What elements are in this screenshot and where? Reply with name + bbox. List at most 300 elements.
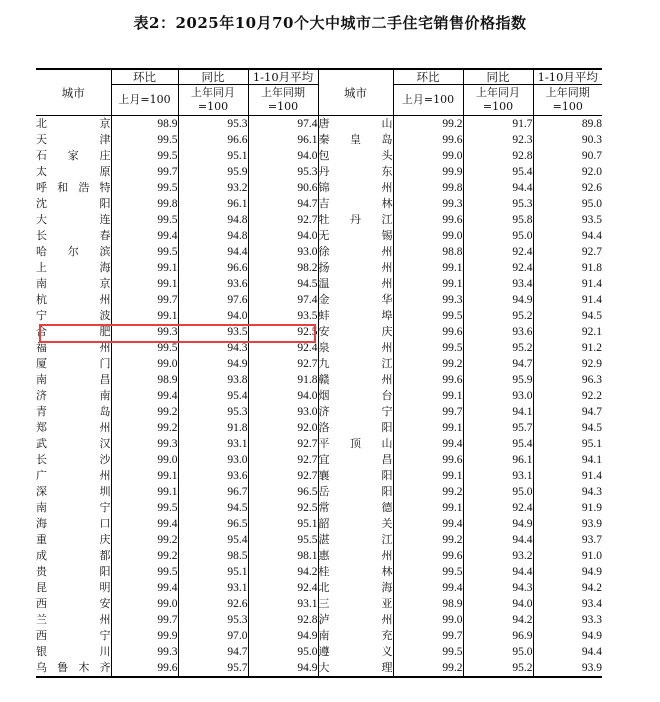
avg-value-cell: 91.4 bbox=[533, 292, 602, 308]
yoy-value-cell: 94.5 bbox=[178, 500, 248, 516]
city-cell: 合肥 bbox=[36, 325, 111, 338]
yoy-value-cell: 92.3 bbox=[463, 132, 533, 148]
city-cell: 包头 bbox=[318, 149, 393, 162]
subheader-mom-left: 上月=100 bbox=[111, 85, 178, 116]
avg-value-cell: 92.7 bbox=[248, 436, 318, 452]
city-cell: 北海 bbox=[318, 581, 393, 594]
subheader-mom-right: 上月=100 bbox=[393, 85, 463, 116]
city-cell: 哈尔滨 bbox=[36, 245, 111, 258]
city-cell: 蚌埠 bbox=[318, 309, 393, 322]
header-yoy-left: 同比 bbox=[178, 69, 248, 85]
yoy-value-cell: 96.6 bbox=[178, 260, 248, 276]
avg-value-cell: 94.0 bbox=[248, 388, 318, 404]
header-yoy-right: 同比 bbox=[463, 69, 533, 85]
yoy-value-cell: 95.4 bbox=[463, 164, 533, 180]
avg-value-cell: 92.7 bbox=[248, 452, 318, 468]
city-cell: 长沙 bbox=[36, 453, 111, 466]
table-row bbox=[36, 148, 602, 164]
yoy-value-cell: 94.8 bbox=[178, 212, 248, 228]
yoy-value-cell: 94.1 bbox=[463, 404, 533, 420]
city-cell: 大理 bbox=[318, 660, 393, 677]
mom-value-cell: 99.5 bbox=[393, 644, 463, 660]
yoy-value-cell: 93.4 bbox=[463, 276, 533, 292]
yoy-value-cell: 96.7 bbox=[178, 484, 248, 500]
city-cell: 重庆 bbox=[36, 533, 111, 546]
yoy-value-cell: 94.7 bbox=[463, 356, 533, 372]
city-cell: 牡丹江 bbox=[318, 213, 393, 226]
mom-value-cell: 99.6 bbox=[393, 324, 463, 340]
yoy-value-cell: 95.2 bbox=[463, 308, 533, 324]
city-cell: 南昌 bbox=[36, 373, 111, 386]
city-cell: 福州 bbox=[36, 341, 111, 354]
mom-value-cell: 99.3 bbox=[111, 436, 178, 452]
avg-value-cell: 91.9 bbox=[533, 500, 602, 516]
city-cell: 兰州 bbox=[36, 613, 111, 626]
city-cell: 武汉 bbox=[36, 437, 111, 450]
mom-value-cell: 99.5 bbox=[111, 244, 178, 260]
city-cell: 西安 bbox=[36, 597, 111, 610]
city-cell: 扬州 bbox=[318, 261, 393, 274]
table-row bbox=[36, 548, 602, 564]
header-mom-right: 环比 bbox=[393, 69, 463, 85]
mom-value-cell: 99.1 bbox=[393, 388, 463, 404]
city-cell: 天津 bbox=[36, 133, 111, 146]
table-row bbox=[36, 404, 602, 420]
city-cell: 南京 bbox=[36, 277, 111, 290]
table-row bbox=[36, 484, 602, 500]
city-cell: 太原 bbox=[36, 165, 111, 178]
yoy-value-cell: 95.4 bbox=[463, 436, 533, 452]
header-avg-left: 1-10月平均 bbox=[248, 69, 318, 85]
city-cell: 吉林 bbox=[318, 197, 393, 210]
avg-value-cell: 93.0 bbox=[248, 404, 318, 420]
avg-value-cell: 92.5 bbox=[248, 500, 318, 516]
yoy-value-cell: 93.6 bbox=[178, 468, 248, 484]
yoy-value-cell: 92.4 bbox=[463, 500, 533, 516]
table-row bbox=[36, 644, 602, 660]
price-index-table bbox=[36, 68, 602, 678]
mom-value-cell: 99.5 bbox=[393, 340, 463, 356]
yoy-value-cell: 91.8 bbox=[178, 420, 248, 436]
avg-value-cell: 95.1 bbox=[248, 516, 318, 532]
city-cell: 济南 bbox=[36, 389, 111, 402]
avg-value-cell: 92.8 bbox=[248, 612, 318, 628]
table-row bbox=[36, 324, 602, 340]
mom-value-cell: 99.4 bbox=[111, 228, 178, 244]
city-cell: 徐州 bbox=[318, 245, 393, 258]
city-cell: 安庆 bbox=[318, 325, 393, 338]
avg-value-cell: 91.8 bbox=[248, 372, 318, 388]
mom-value-cell: 99.1 bbox=[393, 500, 463, 516]
city-cell: 赣州 bbox=[318, 373, 393, 386]
avg-value-cell: 94.9 bbox=[533, 564, 602, 580]
yoy-value-cell: 94.9 bbox=[178, 356, 248, 372]
avg-value-cell: 93.5 bbox=[533, 212, 602, 228]
yoy-value-cell: 96.6 bbox=[178, 132, 248, 148]
city-cell: 泉州 bbox=[318, 341, 393, 354]
yoy-value-cell: 94.3 bbox=[178, 340, 248, 356]
yoy-value-cell: 92.4 bbox=[463, 260, 533, 276]
mom-value-cell: 99.5 bbox=[111, 132, 178, 148]
city-cell: 襄阳 bbox=[318, 469, 393, 482]
city-cell: 沈阳 bbox=[36, 197, 111, 210]
yoy-value-cell: 95.0 bbox=[463, 228, 533, 244]
avg-value-cell: 94.5 bbox=[533, 420, 602, 436]
header-city-right: 城市 bbox=[318, 69, 393, 116]
city-cell: 昆明 bbox=[36, 581, 111, 594]
table-row bbox=[36, 260, 602, 276]
yoy-value-cell: 94.2 bbox=[463, 612, 533, 628]
city-cell: 三亚 bbox=[318, 597, 393, 610]
yoy-value-cell: 95.2 bbox=[463, 340, 533, 356]
avg-value-cell: 94.4 bbox=[533, 644, 602, 660]
avg-value-cell: 92.7 bbox=[248, 212, 318, 228]
mom-value-cell: 99.5 bbox=[111, 212, 178, 228]
yoy-value-cell: 93.1 bbox=[178, 580, 248, 596]
table-row bbox=[36, 436, 602, 452]
header-city-left: 城市 bbox=[36, 69, 111, 116]
avg-value-cell: 92.1 bbox=[533, 324, 602, 340]
mom-value-cell: 99.1 bbox=[393, 468, 463, 484]
subheader-avg-right: 上年同期=100 bbox=[533, 85, 602, 116]
city-cell: 厦门 bbox=[36, 357, 111, 370]
yoy-value-cell: 96.9 bbox=[463, 628, 533, 644]
yoy-value-cell: 94.4 bbox=[463, 564, 533, 580]
city-cell: 呼和浩特 bbox=[36, 181, 111, 194]
mom-value-cell: 99.0 bbox=[111, 596, 178, 612]
avg-value-cell: 92.7 bbox=[533, 244, 602, 260]
city-cell: 郑州 bbox=[36, 421, 111, 434]
city-cell: 宜昌 bbox=[318, 453, 393, 466]
yoy-value-cell: 96.1 bbox=[178, 196, 248, 212]
yoy-value-cell: 95.9 bbox=[463, 372, 533, 388]
avg-value-cell: 94.5 bbox=[533, 308, 602, 324]
mom-value-cell: 99.4 bbox=[393, 436, 463, 452]
table-row bbox=[36, 180, 602, 196]
yoy-value-cell: 95.3 bbox=[463, 196, 533, 212]
yoy-value-cell: 95.4 bbox=[178, 532, 248, 548]
city-cell: 乌鲁木齐 bbox=[36, 660, 111, 677]
mom-value-cell: 99.4 bbox=[111, 388, 178, 404]
yoy-value-cell: 94.4 bbox=[463, 180, 533, 196]
yoy-value-cell: 93.8 bbox=[178, 372, 248, 388]
mom-value-cell: 99.4 bbox=[393, 580, 463, 596]
table-row bbox=[36, 500, 602, 516]
mom-value-cell: 99.7 bbox=[111, 164, 178, 180]
city-cell: 惠州 bbox=[318, 549, 393, 562]
avg-value-cell: 94.3 bbox=[533, 484, 602, 500]
avg-value-cell: 92.5 bbox=[248, 324, 318, 340]
yoy-value-cell: 93.0 bbox=[178, 452, 248, 468]
avg-value-cell: 90.3 bbox=[533, 132, 602, 148]
table-row bbox=[36, 292, 602, 308]
avg-value-cell: 94.0 bbox=[248, 228, 318, 244]
avg-value-cell: 94.7 bbox=[533, 404, 602, 420]
table-row bbox=[36, 244, 602, 260]
city-cell: 宁波 bbox=[36, 309, 111, 322]
yoy-value-cell: 94.9 bbox=[463, 516, 533, 532]
mom-value-cell: 99.7 bbox=[111, 292, 178, 308]
subheader-avg-left: 上年同期=100 bbox=[248, 85, 318, 116]
mom-value-cell: 99.5 bbox=[111, 500, 178, 516]
mom-value-cell: 99.5 bbox=[111, 180, 178, 196]
avg-value-cell: 91.2 bbox=[533, 340, 602, 356]
mom-value-cell: 99.2 bbox=[111, 420, 178, 436]
table-row bbox=[36, 660, 602, 677]
table-row bbox=[36, 132, 602, 148]
avg-value-cell: 94.4 bbox=[533, 228, 602, 244]
city-cell: 洛阳 bbox=[318, 421, 393, 434]
city-cell: 遵义 bbox=[318, 645, 393, 658]
yoy-value-cell: 93.5 bbox=[178, 324, 248, 340]
mom-value-cell: 99.3 bbox=[393, 196, 463, 212]
mom-value-cell: 99.6 bbox=[393, 132, 463, 148]
mom-value-cell: 99.2 bbox=[111, 404, 178, 420]
table-body bbox=[36, 116, 602, 678]
table-row bbox=[36, 164, 602, 180]
city-cell: 常德 bbox=[318, 501, 393, 514]
mom-value-cell: 99.0 bbox=[111, 452, 178, 468]
yoy-value-cell: 94.4 bbox=[178, 244, 248, 260]
avg-value-cell: 92.4 bbox=[248, 580, 318, 596]
mom-value-cell: 99.8 bbox=[393, 180, 463, 196]
yoy-value-cell: 93.2 bbox=[463, 548, 533, 564]
city-cell: 西宁 bbox=[36, 629, 111, 642]
yoy-value-cell: 96.1 bbox=[463, 452, 533, 468]
yoy-value-cell: 95.4 bbox=[178, 388, 248, 404]
mom-value-cell: 98.8 bbox=[393, 244, 463, 260]
mom-value-cell: 99.3 bbox=[111, 324, 178, 340]
mom-value-cell: 99.2 bbox=[393, 484, 463, 500]
mom-value-cell: 99.6 bbox=[393, 212, 463, 228]
mom-value-cell: 99.8 bbox=[111, 196, 178, 212]
mom-value-cell: 99.2 bbox=[393, 116, 463, 133]
yoy-value-cell: 92.6 bbox=[178, 596, 248, 612]
city-cell: 秦皇岛 bbox=[318, 133, 393, 146]
avg-value-cell: 95.3 bbox=[248, 164, 318, 180]
mom-value-cell: 99.7 bbox=[393, 628, 463, 644]
mom-value-cell: 99.0 bbox=[393, 148, 463, 164]
mom-value-cell: 99.5 bbox=[111, 564, 178, 580]
city-cell: 上海 bbox=[36, 261, 111, 274]
yoy-value-cell: 97.0 bbox=[178, 628, 248, 644]
avg-value-cell: 97.4 bbox=[248, 116, 318, 133]
table-row bbox=[36, 356, 602, 372]
avg-value-cell: 90.6 bbox=[248, 180, 318, 196]
mom-value-cell: 99.1 bbox=[111, 484, 178, 500]
header-mom-left: 环比 bbox=[111, 69, 178, 85]
avg-value-cell: 92.2 bbox=[533, 388, 602, 404]
yoy-value-cell: 93.2 bbox=[178, 180, 248, 196]
table-row bbox=[36, 372, 602, 388]
yoy-value-cell: 95.3 bbox=[178, 612, 248, 628]
avg-value-cell: 94.9 bbox=[248, 660, 318, 677]
table-row bbox=[36, 612, 602, 628]
mom-value-cell: 99.6 bbox=[393, 452, 463, 468]
city-cell: 岳阳 bbox=[318, 485, 393, 498]
avg-value-cell: 94.5 bbox=[248, 276, 318, 292]
city-cell: 深圳 bbox=[36, 485, 111, 498]
yoy-value-cell: 94.0 bbox=[178, 308, 248, 324]
avg-value-cell: 93.7 bbox=[533, 532, 602, 548]
mom-value-cell: 99.6 bbox=[393, 548, 463, 564]
city-cell: 南宁 bbox=[36, 501, 111, 514]
avg-value-cell: 93.4 bbox=[533, 596, 602, 612]
avg-value-cell: 94.2 bbox=[248, 564, 318, 580]
mom-value-cell: 99.6 bbox=[393, 372, 463, 388]
mom-value-cell: 99.5 bbox=[393, 564, 463, 580]
table-title: 表2：2025年10月70个大中城市二手住宅销售价格指数 bbox=[133, 14, 527, 32]
mom-value-cell: 99.1 bbox=[111, 276, 178, 292]
yoy-value-cell: 94.9 bbox=[463, 292, 533, 308]
city-cell: 桂林 bbox=[318, 565, 393, 578]
table-row bbox=[36, 452, 602, 468]
avg-value-cell: 94.0 bbox=[248, 148, 318, 164]
yoy-value-cell: 95.1 bbox=[178, 564, 248, 580]
yoy-value-cell: 93.1 bbox=[178, 436, 248, 452]
mom-value-cell: 99.4 bbox=[111, 516, 178, 532]
city-cell: 温州 bbox=[318, 277, 393, 290]
avg-value-cell: 95.1 bbox=[533, 436, 602, 452]
avg-value-cell: 95.0 bbox=[248, 644, 318, 660]
subheader-yoy-left: 上年同月=100 bbox=[178, 85, 248, 116]
avg-value-cell: 94.9 bbox=[533, 628, 602, 644]
avg-value-cell: 89.8 bbox=[533, 116, 602, 133]
yoy-value-cell: 95.1 bbox=[178, 148, 248, 164]
city-cell: 唐山 bbox=[318, 117, 393, 130]
mom-value-cell: 99.2 bbox=[393, 660, 463, 677]
avg-value-cell: 92.4 bbox=[248, 340, 318, 356]
mom-value-cell: 99.5 bbox=[393, 308, 463, 324]
yoy-value-cell: 95.3 bbox=[178, 116, 248, 133]
avg-value-cell: 94.1 bbox=[533, 452, 602, 468]
city-cell: 海口 bbox=[36, 517, 111, 530]
yoy-value-cell: 94.7 bbox=[178, 644, 248, 660]
city-cell: 烟台 bbox=[318, 389, 393, 402]
mom-value-cell: 99.6 bbox=[111, 660, 178, 677]
yoy-value-cell: 95.7 bbox=[463, 420, 533, 436]
mom-value-cell: 98.9 bbox=[111, 372, 178, 388]
yoy-value-cell: 93.0 bbox=[463, 388, 533, 404]
yoy-value-cell: 95.9 bbox=[178, 164, 248, 180]
city-cell: 湛江 bbox=[318, 533, 393, 546]
mom-value-cell: 99.2 bbox=[393, 356, 463, 372]
table-row bbox=[36, 196, 602, 212]
table-row bbox=[36, 420, 602, 436]
city-cell: 北京 bbox=[36, 117, 111, 130]
table-row bbox=[36, 212, 602, 228]
mom-value-cell: 99.1 bbox=[393, 276, 463, 292]
avg-value-cell: 94.7 bbox=[248, 196, 318, 212]
mom-value-cell: 99.5 bbox=[111, 340, 178, 356]
avg-value-cell: 97.4 bbox=[248, 292, 318, 308]
yoy-value-cell: 93.6 bbox=[463, 324, 533, 340]
avg-value-cell: 93.3 bbox=[533, 612, 602, 628]
avg-value-cell: 92.7 bbox=[248, 356, 318, 372]
yoy-value-cell: 92.8 bbox=[463, 148, 533, 164]
avg-value-cell: 91.4 bbox=[533, 276, 602, 292]
table-row bbox=[36, 228, 602, 244]
mom-value-cell: 99.3 bbox=[393, 292, 463, 308]
yoy-value-cell: 95.3 bbox=[178, 404, 248, 420]
yoy-value-cell: 95.0 bbox=[463, 484, 533, 500]
yoy-value-cell: 94.0 bbox=[463, 596, 533, 612]
avg-value-cell: 93.1 bbox=[248, 596, 318, 612]
mom-value-cell: 99.0 bbox=[393, 228, 463, 244]
table-row bbox=[36, 516, 602, 532]
yoy-value-cell: 98.5 bbox=[178, 548, 248, 564]
mom-value-cell: 99.1 bbox=[111, 468, 178, 484]
avg-value-cell: 92.9 bbox=[533, 356, 602, 372]
city-cell: 长春 bbox=[36, 229, 111, 242]
yoy-value-cell: 93.1 bbox=[463, 468, 533, 484]
city-cell: 锦州 bbox=[318, 181, 393, 194]
yoy-value-cell: 95.2 bbox=[463, 660, 533, 677]
yoy-value-cell: 94.8 bbox=[178, 228, 248, 244]
yoy-value-cell: 94.4 bbox=[463, 532, 533, 548]
avg-value-cell: 96.5 bbox=[248, 484, 318, 500]
mom-value-cell: 98.9 bbox=[111, 116, 178, 133]
avg-value-cell: 94.9 bbox=[248, 628, 318, 644]
yoy-value-cell: 92.4 bbox=[463, 244, 533, 260]
city-cell: 广州 bbox=[36, 469, 111, 482]
avg-value-cell: 90.7 bbox=[533, 148, 602, 164]
table-row bbox=[36, 532, 602, 548]
city-cell: 成都 bbox=[36, 549, 111, 562]
city-cell: 九江 bbox=[318, 357, 393, 370]
mom-value-cell: 99.4 bbox=[393, 516, 463, 532]
avg-value-cell: 98.2 bbox=[248, 260, 318, 276]
city-cell: 泸州 bbox=[318, 613, 393, 626]
avg-value-cell: 95.5 bbox=[248, 532, 318, 548]
mom-value-cell: 99.7 bbox=[111, 612, 178, 628]
avg-value-cell: 92.0 bbox=[533, 164, 602, 180]
mom-value-cell: 99.2 bbox=[111, 532, 178, 548]
mom-value-cell: 99.1 bbox=[393, 260, 463, 276]
city-cell: 南充 bbox=[318, 629, 393, 642]
table-row bbox=[36, 276, 602, 292]
mom-value-cell: 98.9 bbox=[393, 596, 463, 612]
city-cell: 青岛 bbox=[36, 405, 111, 418]
yoy-value-cell: 93.6 bbox=[178, 276, 248, 292]
city-cell: 贵阳 bbox=[36, 565, 111, 578]
city-cell: 丹东 bbox=[318, 165, 393, 178]
mom-value-cell: 99.1 bbox=[111, 260, 178, 276]
yoy-value-cell: 97.6 bbox=[178, 292, 248, 308]
mom-value-cell: 99.0 bbox=[111, 356, 178, 372]
table-row bbox=[36, 468, 602, 484]
yoy-value-cell: 91.7 bbox=[463, 116, 533, 133]
avg-value-cell: 94.2 bbox=[533, 580, 602, 596]
yoy-value-cell: 95.8 bbox=[463, 212, 533, 228]
mom-value-cell: 99.2 bbox=[393, 532, 463, 548]
avg-value-cell: 98.1 bbox=[248, 548, 318, 564]
avg-value-cell: 93.9 bbox=[533, 516, 602, 532]
avg-value-cell: 91.4 bbox=[533, 468, 602, 484]
mom-value-cell: 99.9 bbox=[393, 164, 463, 180]
city-cell: 济宁 bbox=[318, 405, 393, 418]
avg-value-cell: 93.0 bbox=[248, 244, 318, 260]
city-cell: 无锡 bbox=[318, 229, 393, 242]
yoy-value-cell: 95.0 bbox=[463, 644, 533, 660]
avg-value-cell: 96.3 bbox=[533, 372, 602, 388]
avg-value-cell: 92.7 bbox=[248, 468, 318, 484]
mom-value-cell: 99.1 bbox=[111, 308, 178, 324]
yoy-value-cell: 95.7 bbox=[178, 660, 248, 677]
avg-value-cell: 93.9 bbox=[533, 660, 602, 677]
city-cell: 大连 bbox=[36, 213, 111, 226]
city-cell: 银川 bbox=[36, 645, 111, 658]
